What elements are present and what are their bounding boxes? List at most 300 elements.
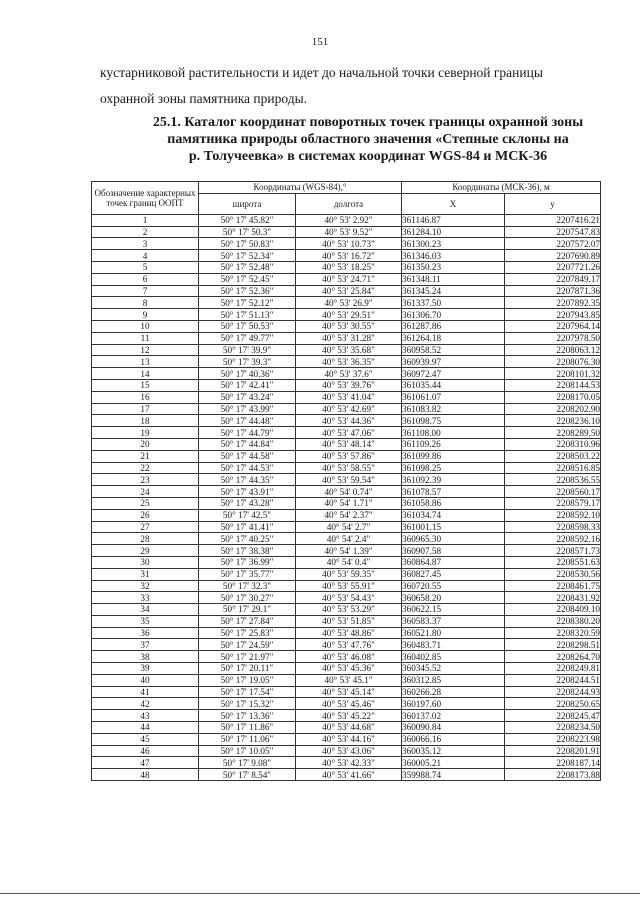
x-cell: 360137.02 (402, 710, 505, 722)
longitude-cell: 40° 53' 41.66" (296, 769, 402, 781)
point-number: 48 (92, 769, 199, 781)
latitude-cell: 50° 17' 17.54" (199, 686, 296, 698)
point-number: 18 (92, 415, 199, 427)
latitude-cell: 50° 17' 9.08" (199, 757, 296, 769)
point-number: 6 (92, 273, 199, 285)
point-number: 10 (92, 320, 199, 332)
table-row (92, 368, 601, 380)
latitude-cell: 50° 17' 27.84" (199, 615, 296, 627)
point-number: 46 (92, 745, 199, 757)
longitude-cell: 40° 53' 55.91" (296, 580, 402, 592)
point-number: 43 (92, 710, 199, 722)
y-cell: 2208298.51 (505, 639, 601, 651)
longitude-cell: 40° 53' 37.6" (296, 368, 402, 380)
point-number: 40 (92, 674, 199, 686)
longitude-cell: 40° 53' 42.69" (296, 403, 402, 415)
x-cell: 360864.87 (402, 556, 505, 568)
table-row (92, 379, 601, 391)
latitude-cell: 50° 17' 11.06" (199, 733, 296, 745)
longitude-cell: 40° 53' 9.52" (296, 226, 402, 238)
y-cell: 2208101.32 (505, 368, 601, 380)
header-designation: Обозначение характерных точек границ ООПТ (92, 182, 199, 215)
y-cell: 2208560.17 (505, 486, 601, 498)
x-cell: 360720.55 (402, 580, 505, 592)
y-cell: 2208530.56 (505, 568, 601, 580)
point-number: 27 (92, 521, 199, 533)
table-row (92, 344, 601, 356)
y-cell: 2208173.88 (505, 769, 601, 781)
point-number: 44 (92, 722, 199, 734)
y-cell: 2208289.50 (505, 427, 601, 439)
x-cell: 361348.11 (402, 273, 505, 285)
x-cell: 360658.20 (402, 592, 505, 604)
body-paragraph (100, 60, 606, 112)
x-cell: 361061.07 (402, 391, 505, 403)
table-row (92, 521, 601, 533)
x-cell: 360345.52 (402, 663, 505, 675)
table-row (92, 615, 601, 627)
table-row (92, 486, 601, 498)
point-number: 26 (92, 509, 199, 521)
latitude-cell: 50° 17' 52.34" (199, 250, 296, 262)
table-row (92, 604, 601, 616)
latitude-cell: 50° 17' 52.48" (199, 261, 296, 273)
y-cell: 2207892.35 (505, 297, 601, 309)
point-number: 41 (92, 686, 199, 698)
table-row (92, 450, 601, 462)
longitude-cell: 40° 53' 44.68" (296, 722, 402, 734)
x-cell: 361058.86 (402, 497, 505, 509)
x-cell: 360035.12 (402, 745, 505, 757)
latitude-cell: 50° 17' 50.83" (199, 238, 296, 250)
point-number: 14 (92, 368, 199, 380)
latitude-cell: 50° 17' 39.3" (199, 356, 296, 368)
table-row (92, 250, 601, 262)
point-number: 30 (92, 556, 199, 568)
longitude-cell: 40° 53' 45.14" (296, 686, 402, 698)
point-number: 29 (92, 545, 199, 557)
heading-line-1: 25.1. Каталог координат поворотных точек границы охранной зоны (152, 115, 584, 130)
point-number: 35 (92, 615, 199, 627)
point-number: 25 (92, 497, 199, 509)
latitude-cell: 50° 17' 43.91" (199, 486, 296, 498)
y-cell: 2207572.07 (505, 238, 601, 250)
point-number: 33 (92, 592, 199, 604)
y-cell: 2208187.14 (505, 757, 601, 769)
table-row (92, 745, 601, 757)
latitude-cell: 50° 17' 36.99" (199, 556, 296, 568)
x-cell: 361300.23 (402, 238, 505, 250)
latitude-cell: 50° 17' 40.36" (199, 368, 296, 380)
table-row (92, 462, 601, 474)
longitude-cell: 40° 53' 48.86" (296, 627, 402, 639)
table-row (92, 391, 601, 403)
y-cell: 2208244.51 (505, 674, 601, 686)
longitude-cell: 40° 53' 41.04" (296, 391, 402, 403)
x-cell: 361034.74 (402, 509, 505, 521)
longitude-cell: 40° 53' 43.06" (296, 745, 402, 757)
point-number: 1 (92, 214, 199, 226)
latitude-cell: 50° 17' 44.48" (199, 415, 296, 427)
latitude-cell: 50° 17' 51.13" (199, 309, 296, 321)
point-number: 17 (92, 403, 199, 415)
header-x: X (402, 193, 505, 214)
y-cell: 2208503.22 (505, 450, 601, 462)
point-number: 9 (92, 309, 199, 321)
table-row (92, 568, 601, 580)
x-cell: 360090.84 (402, 722, 505, 734)
table-row (92, 627, 601, 639)
x-cell: 360965.30 (402, 533, 505, 545)
x-cell: 361092.39 (402, 474, 505, 486)
point-number: 3 (92, 238, 199, 250)
latitude-cell: 50° 17' 44.53" (199, 462, 296, 474)
y-cell: 2208461.75 (505, 580, 601, 592)
latitude-cell: 50° 17' 44.79" (199, 427, 296, 439)
longitude-cell: 40° 53' 31.28" (296, 332, 402, 344)
point-number: 8 (92, 297, 199, 309)
latitude-cell: 50° 17' 52.12" (199, 297, 296, 309)
longitude-cell: 40° 53' 16.72" (296, 250, 402, 262)
longitude-cell: 40° 53' 29.51" (296, 309, 402, 321)
point-number: 15 (92, 379, 199, 391)
x-cell: 360958.52 (402, 344, 505, 356)
table-row (92, 427, 601, 439)
coordinates-table (91, 181, 601, 781)
y-cell: 2208598.33 (505, 521, 601, 533)
latitude-cell: 50° 17' 11.86" (199, 722, 296, 734)
section-heading (118, 114, 618, 165)
y-cell: 2208201.91 (505, 745, 601, 757)
longitude-cell: 40° 53' 30.55" (296, 320, 402, 332)
x-cell: 361098.75 (402, 415, 505, 427)
latitude-cell: 50° 17' 21.97" (199, 651, 296, 663)
table-row (92, 674, 601, 686)
x-cell: 361337.50 (402, 297, 505, 309)
longitude-cell: 40° 53' 24.71" (296, 273, 402, 285)
x-cell: 361109.26 (402, 438, 505, 450)
latitude-cell: 50° 17' 50.53" (199, 320, 296, 332)
table-row (92, 320, 601, 332)
point-number: 21 (92, 450, 199, 462)
longitude-cell: 40° 53' 10.73" (296, 238, 402, 250)
table-row (92, 580, 601, 592)
header-longitude: долгота (296, 193, 402, 214)
x-cell: 360622.15 (402, 604, 505, 616)
longitude-cell: 40° 54' 2.7" (296, 521, 402, 533)
x-cell: 360939.97 (402, 356, 505, 368)
y-cell: 2208236.10 (505, 415, 601, 427)
x-cell: 360483.71 (402, 639, 505, 651)
latitude-cell: 50° 17' 40.25" (199, 533, 296, 545)
point-number: 36 (92, 627, 199, 639)
latitude-cell: 50° 17' 50.3" (199, 226, 296, 238)
table-row (92, 556, 601, 568)
y-cell: 2207871.36 (505, 285, 601, 297)
y-cell: 2208310.96 (505, 438, 601, 450)
table-row (92, 533, 601, 545)
table-row (92, 686, 601, 698)
latitude-cell: 50° 17' 32.3" (199, 580, 296, 592)
table-row (92, 403, 601, 415)
latitude-cell: 50° 17' 42.5" (199, 509, 296, 521)
y-cell: 2208431.92 (505, 592, 601, 604)
x-cell: 360827.45 (402, 568, 505, 580)
point-number: 4 (92, 250, 199, 262)
table-row (92, 332, 601, 344)
table-row (92, 722, 601, 734)
point-number: 39 (92, 663, 199, 675)
longitude-cell: 40° 53' 35.68" (296, 344, 402, 356)
paragraph-line-1: кустарниковой растительности и идет до начальной точки северной границы (100, 65, 543, 80)
x-cell: 361099.86 (402, 450, 505, 462)
longitude-cell: 40° 53' 26.9" (296, 297, 402, 309)
header-y: y (505, 193, 601, 214)
x-cell: 360005.21 (402, 757, 505, 769)
latitude-cell: 50° 17' 39.9" (199, 344, 296, 356)
point-number: 19 (92, 427, 199, 439)
table-row (92, 356, 601, 368)
x-cell: 361035.44 (402, 379, 505, 391)
coordinates-table-body (92, 214, 601, 780)
y-cell: 2208592.16 (505, 533, 601, 545)
longitude-cell: 40° 53' 42.33" (296, 757, 402, 769)
y-cell: 2208409.10 (505, 604, 601, 616)
y-cell: 2208592.10 (505, 509, 601, 521)
latitude-cell: 50° 17' 13.36" (199, 710, 296, 722)
table-row (92, 415, 601, 427)
longitude-cell: 40° 54' 2.4" (296, 533, 402, 545)
x-cell: 360907.58 (402, 545, 505, 557)
x-cell: 361108.00 (402, 427, 505, 439)
y-cell: 2208244.93 (505, 686, 601, 698)
point-number: 22 (92, 462, 199, 474)
x-cell: 361001.15 (402, 521, 505, 533)
y-cell: 2208320.59 (505, 627, 601, 639)
y-cell: 2207547.83 (505, 226, 601, 238)
latitude-cell: 50° 17' 43.99" (199, 403, 296, 415)
longitude-cell: 40° 53' 2.92" (296, 214, 402, 226)
point-number: 38 (92, 651, 199, 663)
table-row (92, 698, 601, 710)
y-cell: 2208551.63 (505, 556, 601, 568)
latitude-cell: 50° 17' 25.83" (199, 627, 296, 639)
table-row (92, 757, 601, 769)
x-cell: 361346.03 (402, 250, 505, 262)
longitude-cell: 40° 53' 44.36" (296, 415, 402, 427)
x-cell: 360266.28 (402, 686, 505, 698)
page-number: 151 (311, 36, 329, 48)
table-row (92, 497, 601, 509)
table-row (92, 474, 601, 486)
latitude-cell: 50° 17' 49.77" (199, 332, 296, 344)
table-row (92, 710, 601, 722)
x-cell: 361264.18 (402, 332, 505, 344)
point-number: 34 (92, 604, 199, 616)
longitude-cell: 40° 54' 2.37" (296, 509, 402, 521)
point-number: 11 (92, 332, 199, 344)
header-msk36: Координаты (МСК-36), м (402, 182, 601, 194)
latitude-cell: 50° 17' 15.32" (199, 698, 296, 710)
x-cell: 359988.74 (402, 769, 505, 781)
longitude-cell: 40° 53' 39.76" (296, 379, 402, 391)
point-number: 45 (92, 733, 199, 745)
x-cell: 361345.24 (402, 285, 505, 297)
table-row (92, 285, 601, 297)
y-cell: 2208516.85 (505, 462, 601, 474)
y-cell: 2208536.55 (505, 474, 601, 486)
point-number: 42 (92, 698, 199, 710)
heading-line-2: памятника природы областного значения «Степные склоны на (167, 132, 569, 147)
latitude-cell: 50° 17' 19.05" (199, 674, 296, 686)
longitude-cell: 40° 54' 1.39" (296, 545, 402, 557)
longitude-cell: 40° 53' 57.86" (296, 450, 402, 462)
latitude-cell: 50° 17' 44.58" (199, 450, 296, 462)
longitude-cell: 40° 53' 47.76" (296, 639, 402, 651)
latitude-cell: 50° 17' 45.82" (199, 214, 296, 226)
table-row (92, 297, 601, 309)
x-cell: 361078.57 (402, 486, 505, 498)
x-cell: 361287.86 (402, 320, 505, 332)
point-number: 31 (92, 568, 199, 580)
table-row (92, 261, 601, 273)
point-number: 28 (92, 533, 199, 545)
y-cell: 2208063.12 (505, 344, 601, 356)
x-cell: 361146.87 (402, 214, 505, 226)
point-number: 12 (92, 344, 199, 356)
x-cell: 361284.10 (402, 226, 505, 238)
y-cell: 2207849.17 (505, 273, 601, 285)
y-cell: 2208579.17 (505, 497, 601, 509)
point-number: 7 (92, 285, 199, 297)
table-row (92, 639, 601, 651)
y-cell: 2207690.89 (505, 250, 601, 262)
y-cell: 2208144.53 (505, 379, 601, 391)
table-row (92, 545, 601, 557)
x-cell: 360312.85 (402, 674, 505, 686)
table-row (92, 309, 601, 321)
point-number: 20 (92, 438, 199, 450)
y-cell: 2207943.85 (505, 309, 601, 321)
latitude-cell: 50° 17' 43.24" (199, 391, 296, 403)
latitude-cell: 50° 17' 10.05" (199, 745, 296, 757)
point-number: 16 (92, 391, 199, 403)
y-cell: 2208249.81 (505, 663, 601, 675)
longitude-cell: 40° 53' 44.16" (296, 733, 402, 745)
longitude-cell: 40° 53' 53.29" (296, 604, 402, 616)
table-row (92, 663, 601, 675)
y-cell: 2207964.14 (505, 320, 601, 332)
x-cell: 361098.25 (402, 462, 505, 474)
y-cell: 2207721.26 (505, 261, 601, 273)
longitude-cell: 40° 54' 0.4" (296, 556, 402, 568)
table-row (92, 214, 601, 226)
longitude-cell: 40° 53' 54.43" (296, 592, 402, 604)
latitude-cell: 50° 17' 8.54" (199, 769, 296, 781)
latitude-cell: 50° 17' 52.45" (199, 273, 296, 285)
latitude-cell: 50° 17' 52.36" (199, 285, 296, 297)
latitude-cell: 50° 17' 38.38" (199, 545, 296, 557)
y-cell: 2208250.65 (505, 698, 601, 710)
point-number: 2 (92, 226, 199, 238)
header-latitude: широта (199, 193, 296, 214)
table-row (92, 769, 601, 781)
latitude-cell: 50° 17' 29.1" (199, 604, 296, 616)
y-cell: 2208380.20 (505, 615, 601, 627)
point-number: 23 (92, 474, 199, 486)
point-number: 37 (92, 639, 199, 651)
longitude-cell: 40° 53' 36.35" (296, 356, 402, 368)
header-wgs84: Координаты (WGS-84),° (199, 182, 402, 194)
latitude-cell: 50° 17' 20.11" (199, 663, 296, 675)
y-cell: 2208202.90 (505, 403, 601, 415)
longitude-cell: 40° 53' 25.84" (296, 285, 402, 297)
point-number: 13 (92, 356, 199, 368)
point-number: 5 (92, 261, 199, 273)
table-row (92, 273, 601, 285)
table-row (92, 509, 601, 521)
longitude-cell: 40° 53' 45.22" (296, 710, 402, 722)
x-cell: 360972.47 (402, 368, 505, 380)
table-row (92, 592, 601, 604)
x-cell: 360066.16 (402, 733, 505, 745)
y-cell: 2208245.47 (505, 710, 601, 722)
y-cell: 2208223.98 (505, 733, 601, 745)
longitude-cell: 40° 53' 59.54" (296, 474, 402, 486)
x-cell: 361306.70 (402, 309, 505, 321)
table-row (92, 438, 601, 450)
latitude-cell: 50° 17' 24.59" (199, 639, 296, 651)
latitude-cell: 50° 17' 42.41" (199, 379, 296, 391)
y-cell: 2208571.73 (505, 545, 601, 557)
latitude-cell: 50° 17' 43.28" (199, 497, 296, 509)
y-cell: 2208170.05 (505, 391, 601, 403)
point-number: 32 (92, 580, 199, 592)
latitude-cell: 50° 17' 41.41" (199, 521, 296, 533)
latitude-cell: 50° 17' 44.35" (199, 474, 296, 486)
y-cell: 2207978.50 (505, 332, 601, 344)
longitude-cell: 40° 53' 47.06" (296, 427, 402, 439)
x-cell: 361350.23 (402, 261, 505, 273)
page-bottom-rule (0, 893, 640, 894)
longitude-cell: 40° 53' 59.35" (296, 568, 402, 580)
latitude-cell: 50° 17' 30.27" (199, 592, 296, 604)
point-number: 24 (92, 486, 199, 498)
y-cell: 2208264.70 (505, 651, 601, 663)
x-cell: 360521.80 (402, 627, 505, 639)
longitude-cell: 40° 53' 18.25" (296, 261, 402, 273)
longitude-cell: 40° 54' 0.74" (296, 486, 402, 498)
y-cell: 2207416.21 (505, 214, 601, 226)
longitude-cell: 40° 53' 45.36" (296, 663, 402, 675)
table-row (92, 651, 601, 663)
table-row (92, 226, 601, 238)
x-cell: 361083.82 (402, 403, 505, 415)
longitude-cell: 40° 53' 51.85" (296, 615, 402, 627)
y-cell: 2208234.50 (505, 722, 601, 734)
longitude-cell: 40° 53' 48.14" (296, 438, 402, 450)
latitude-cell: 50° 17' 44.84" (199, 438, 296, 450)
x-cell: 360197.60 (402, 698, 505, 710)
longitude-cell: 40° 53' 45.1" (296, 674, 402, 686)
longitude-cell: 40° 53' 58.55" (296, 462, 402, 474)
longitude-cell: 40° 54' 1.71" (296, 497, 402, 509)
x-cell: 360583.37 (402, 615, 505, 627)
latitude-cell: 50° 17' 35.77" (199, 568, 296, 580)
table-row (92, 733, 601, 745)
y-cell: 2208076.30 (505, 356, 601, 368)
point-number: 47 (92, 757, 199, 769)
